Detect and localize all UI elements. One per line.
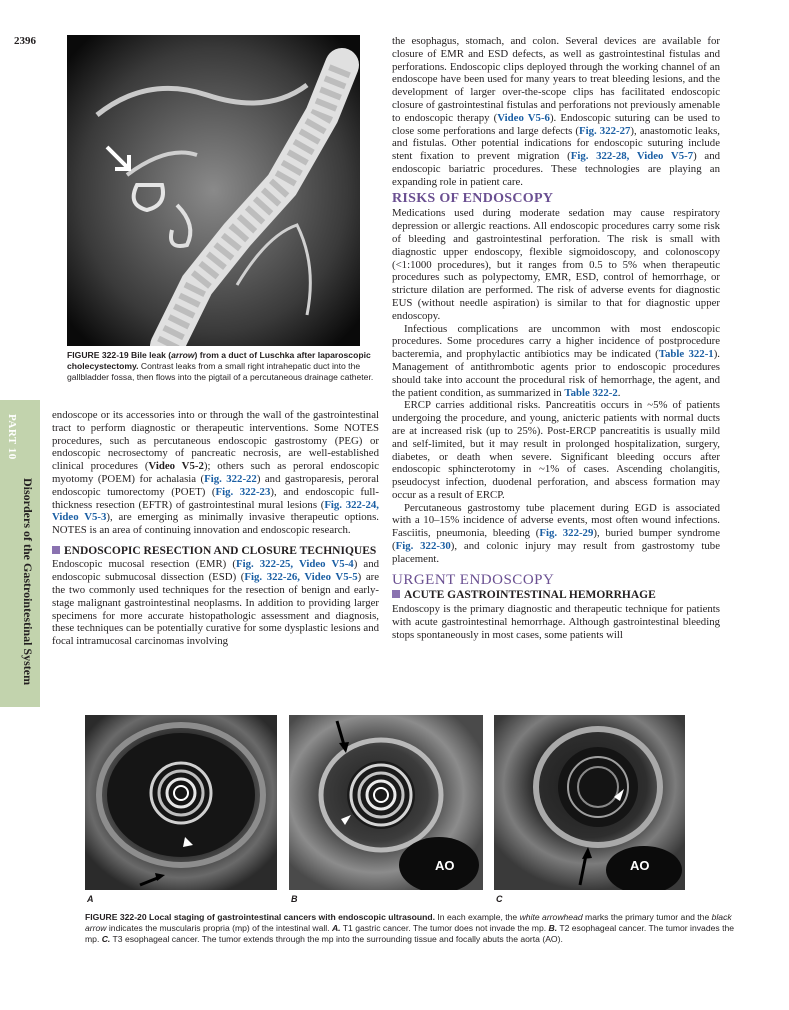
figure-322-20-panel-c-image	[494, 715, 685, 890]
figure-link-322-30[interactable]: Fig. 322-30	[395, 540, 451, 553]
heading-acute-gi-hemorrhage: ACUTE GASTROINTESTINAL HEMORRHAGE	[392, 589, 720, 602]
paragraph-hemorrhage: Endoscopy is the primary diagnostic and therapeutic technique for patients with acute gastrointestinal hemorrhage. Although gastrointestinal bleeding stops spontaneously in most cases, some patients will	[392, 602, 720, 641]
section-marker-icon	[392, 590, 400, 598]
paragraph-emr-esd: Endoscopic mucosal resection (EMR) (Fig. 322-25, Video V5-4) and endoscopic submucosal dissection (ESD) (Fig. 322-26, Video V5-5) are the two commonly used techniques for the resection of benign and early-stage malignant gastrointestinal neoplasms. In addition to providing larger specimens for more accurate histopathologic assessment and diagnosis, these techniques can be potentially curative for some dysplastic lesions and focal intramucosal carcinomas involving	[52, 558, 379, 648]
figure-322-20-caption: FIGURE 322-20 Local staging of gastrointestinal cancers with endoscopic ultrasound. In each example, the white arrowhead marks the primary tumor and the black arrow indicates the muscularis propria (mp) of the intestinal wall. A. T1 gastric cancer. The tumor does not invade the mp. B. T2 esophageal cancer. The tumor invades the mp. C. T3 esophageal cancer. The tumor extends through the mp into the surrounding tissue and focally abuts the aorta (AO).	[85, 912, 735, 944]
table-link-322-2[interactable]: Table 322-2	[564, 386, 618, 399]
figure-link-322-27[interactable]: Fig. 322-27	[579, 124, 631, 137]
ao-label-panel-b: AO	[435, 858, 455, 873]
video-link-v5-2[interactable]: Video V5-2	[148, 460, 204, 473]
figure-link-322-28[interactable]: Fig. 322-28, Video V5-7	[570, 150, 694, 163]
paragraph-gastrostomy: Percutaneous gastrostomy tube placement during EGD is associated with a 10–15% incidence of adverse events, most often wound infections. Fasciitis, pneumonia, bleeding (Fig. 322-29), buried bumper syndrome (Fig. 322-30), and colonic injury may result from gastrostomy tube placement.	[392, 501, 720, 565]
part-side-tab	[0, 400, 40, 707]
figure-322-19-image	[67, 35, 360, 346]
figure-322-19-caption: FIGURE 322-19 Bile leak (arrow) from a duct of Luschka after laparoscopic cholecystectomy. Contrast leaks from a small right intrahepatic duct into the gallbladder fossa, then flows into the pigtail of a percutaneous drainage catheter.	[67, 350, 374, 382]
panel-label-a: A	[87, 894, 94, 904]
paragraph-infectious: Infectious complications are uncommon with most endoscopic procedures. Some procedures carry a higher incidence of postprocedure bacteremia, and prophylactic antibiotics may be indicated (Table 322-1). Management of antithrombotic agents prior to endoscopic procedures should take into account the procedural risk of hemorrhage, the agent, and the patient condition, as summarized in Table 322-2.	[392, 322, 720, 399]
ao-label-panel-c: AO	[630, 858, 650, 873]
section-label: Disorders of the Gastrointestinal System	[21, 478, 35, 686]
figure-link-322-24[interactable]: Fig. 322-24, Video V5-3	[52, 498, 379, 524]
section-marker-icon	[52, 546, 60, 554]
heading-urgent-endoscopy: URGENT ENDOSCOPY	[392, 571, 555, 588]
video-link-v5-6[interactable]: Video V5-6	[497, 111, 550, 124]
heading-resection-closure: ENDOSCOPIC RESECTION AND CLOSURE TECHNIQUES	[52, 545, 379, 558]
left-column	[52, 409, 379, 648]
table-link-322-1[interactable]: Table 322-1	[658, 348, 714, 361]
figure-link-322-23[interactable]: Fig. 322-23	[215, 485, 271, 498]
right-column	[392, 35, 720, 641]
figure-link-322-29[interactable]: Fig. 322-29	[539, 527, 594, 540]
figure-link-322-22[interactable]: Fig. 322-22	[204, 472, 257, 485]
heading-risks-of-endoscopy: RISKS OF ENDOSCOPY	[392, 190, 554, 206]
panel-label-b: B	[291, 894, 298, 904]
page-number: 2396	[14, 35, 36, 47]
paragraph-notes: endoscope or its accessories into or through the wall of the gastrointestinal tract to perform diagnostic or therapeutic interventions. Some NOTES procedures, such as percutaneous endoscopic gastrostomy (PEG) or endoscopic necrosectomy of pancreatic necrosis, are well-established clinical procedures (Video V5-2); others such as peroral endoscopic myotomy (POEM) for achalasia (Fig. 322-22) and gastroparesis, peroral endoscopic tumorectomy (POET) (Fig. 322-23), and endoscopic full-thickness resection (EFTR) of gastrointestinal mural lesions (Fig. 322-24, Video V5-3), are emerging as minimally invasive therapeutic options. NOTES is an area of continuing innovation and endoscopic research.	[52, 409, 380, 537]
paragraph-ercp: ERCP carries additional risks. Pancreatitis occurs in ~5% of patients undergoing the procedure, and young, anicteric patients with normal ducts are at increased risk (up to 25%). Post-ERCP pancreatitis is usually mild and self-limited, but it may result in prolonged hospitalization, surgery, diabetes, or death when severe. Significant bleeding occurs after endoscopic sphincterotomy in ~1% of cases. Ascending cholangitis, pseudocyst infection, duodenal perforation, and abscess formation may occur as a result of ERCP.	[392, 399, 720, 501]
part-label: PART 10	[6, 414, 18, 460]
figure-322-20-panel-a-image	[85, 715, 277, 890]
panel-label-c: C	[496, 894, 503, 904]
paragraph-closure-devices: the esophagus, stomach, and colon. Several devices are available for closure of EMR and ESD defects, as well as gastrointestinal fistulas and perforations. Endoscopic clips deployed through the working channel of an endoscope have been used for many years to treat bleeding lesions, and the development of larger over-the-scope clips has facilitated endoscopic closure of gastrointestinal fistulas and perforations not previously amenable to endoscopic therapy (Video V5-6). Endoscopic suturing can be used to close some perforations and large defects (Fig. 322-27), anastomotic leaks, and fistulas. Other potential indications for endoscopic suturing include stent fixation to prevent migration (Fig. 322-28, Video V5-7) and endoscopic bariatric procedures. These technologies are playing an expanding role in patient care.	[392, 35, 720, 188]
paragraph-sedation-risks: Medications used during moderate sedation may cause respiratory depression or allergic reactions. All endoscopic procedures carry some risk of bleeding and gastrointestinal perforation. The risk is small with diagnostic upper endoscopy, flexible sigmoidoscopy, and colonoscopy (<1:1000 procedures), but it ranges from 0.5 to 5% when therapeutic procedures such as polypectomy, EMR, ESD, control of hemorrhage, or stricture dilation are performed. The risk of adverse events for diagnostic EUS (without needle aspiration) is similar to that for diagnostic upper endoscopy.	[392, 207, 720, 322]
figure-link-322-26[interactable]: Fig. 322-26, Video V5-5	[244, 571, 358, 584]
figure-link-322-25[interactable]: Fig. 322-25, Video V5-4	[235, 558, 354, 571]
